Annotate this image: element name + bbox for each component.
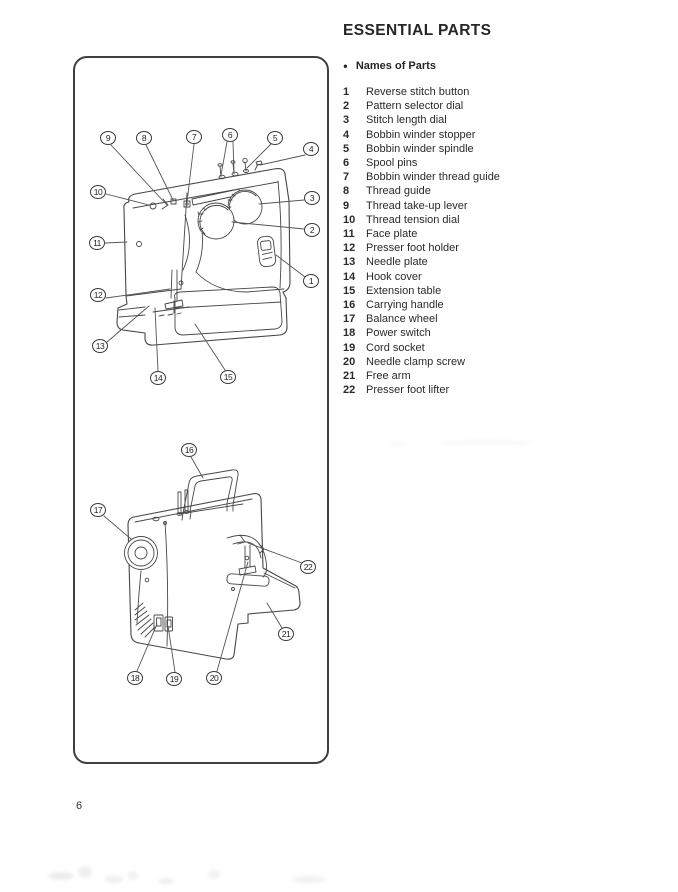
part-number: 14 — [343, 270, 356, 283]
part-number: 11 — [343, 228, 355, 241]
callout-6: 6 — [222, 128, 238, 142]
part-row — [343, 270, 673, 284]
part-row — [343, 284, 673, 298]
callout-4: 4 — [303, 142, 319, 156]
callout-20: 20 — [206, 671, 222, 685]
part-label: Spool pins — [366, 157, 418, 170]
callout-15: 15 — [220, 370, 236, 384]
part-row — [343, 213, 673, 227]
part-label: Bobbin winder thread guide — [366, 171, 500, 184]
callout-3: 3 — [304, 191, 320, 205]
part-label: Needle plate — [366, 256, 428, 269]
part-label: Stitch length dial — [366, 114, 447, 127]
parts-list — [343, 85, 673, 397]
part-row — [343, 184, 673, 198]
part-label: Cord socket — [366, 341, 425, 354]
page-title: ESSENTIAL PARTS — [343, 22, 492, 39]
sewing-machine-diagrams — [75, 58, 327, 762]
part-number: 9 — [343, 199, 350, 212]
part-number: 22 — [343, 384, 356, 397]
part-row — [343, 85, 673, 99]
part-label: Balance wheel — [366, 313, 438, 326]
part-label: Hook cover — [366, 270, 422, 283]
part-row — [343, 298, 673, 312]
front-view-illustration — [117, 158, 290, 345]
part-number: 19 — [343, 341, 356, 354]
part-row — [343, 241, 673, 255]
section-heading-label: Names of Parts — [355, 60, 436, 72]
callout-19: 19 — [166, 672, 182, 686]
part-label: Thread tension dial — [366, 213, 460, 226]
part-label: Thread take-up lever — [366, 199, 468, 212]
part-label: Thread guide — [366, 185, 431, 198]
part-row — [343, 355, 673, 369]
part-number: 1 — [343, 86, 350, 98]
callout-7: 7 — [186, 130, 202, 144]
callout-14: 14 — [150, 371, 166, 385]
part-row — [343, 113, 673, 127]
part-number: 8 — [343, 185, 350, 198]
parts-text-column — [343, 14, 673, 397]
callout-18: 18 — [127, 671, 143, 685]
callout-22: 22 — [300, 560, 316, 574]
parts-diagram-box — [73, 56, 329, 764]
callout-11: 11 — [89, 236, 105, 250]
part-label: Needle clamp screw — [366, 355, 466, 368]
part-number: 18 — [343, 327, 356, 340]
part-row — [343, 128, 673, 142]
part-number: 2 — [343, 100, 350, 113]
part-label: Pattern selector dial — [366, 100, 464, 113]
part-label: Free arm — [366, 370, 411, 383]
part-number: 10 — [343, 213, 356, 226]
callout-10: 10 — [90, 185, 106, 199]
part-number: 12 — [343, 242, 356, 255]
part-label: Presser foot lifter — [366, 384, 450, 397]
part-row — [343, 341, 673, 355]
part-label: Reverse stitch button — [366, 86, 470, 98]
part-row — [343, 326, 673, 340]
bullet-icon: ● — [343, 61, 348, 70]
part-row — [343, 142, 673, 156]
part-number: 3 — [343, 114, 350, 127]
part-row — [343, 369, 673, 383]
part-number: 20 — [343, 355, 356, 368]
rear-view-illustration — [125, 470, 301, 659]
part-row — [343, 156, 673, 170]
section-heading — [343, 60, 673, 72]
part-label: Bobbin winder spindle — [366, 142, 474, 155]
callout-2: 2 — [304, 223, 320, 237]
part-label: Face plate — [366, 228, 418, 241]
callout-17: 17 — [90, 503, 106, 517]
part-number: 4 — [343, 128, 350, 141]
page-number: 6 — [76, 800, 83, 812]
part-number: 16 — [343, 299, 356, 312]
part-row — [343, 227, 673, 241]
part-row — [343, 255, 673, 269]
part-number: 21 — [343, 370, 356, 383]
part-label: Power switch — [366, 327, 431, 340]
callout-16: 16 — [181, 443, 197, 457]
part-label: Carrying handle — [366, 299, 444, 312]
part-row — [343, 99, 673, 113]
part-row — [343, 170, 673, 184]
part-row — [343, 312, 673, 326]
callout-12: 12 — [90, 288, 106, 302]
part-row — [343, 199, 673, 213]
part-label: Bobbin winder stopper — [366, 128, 476, 141]
part-number: 13 — [343, 256, 356, 269]
part-number: 17 — [343, 313, 356, 326]
callout-21: 21 — [278, 627, 294, 641]
callout-8: 8 — [136, 131, 152, 145]
part-label: Extension table — [366, 284, 442, 297]
callout-13: 13 — [92, 339, 108, 353]
part-number: 5 — [343, 142, 350, 155]
callout-9: 9 — [100, 131, 116, 145]
part-number: 6 — [343, 157, 350, 170]
part-label: Presser foot holder — [366, 242, 459, 255]
part-number: 7 — [343, 171, 350, 184]
callout-5: 5 — [267, 131, 283, 145]
part-row — [343, 383, 673, 397]
part-number: 15 — [343, 284, 356, 297]
callout-1: 1 — [303, 274, 319, 288]
